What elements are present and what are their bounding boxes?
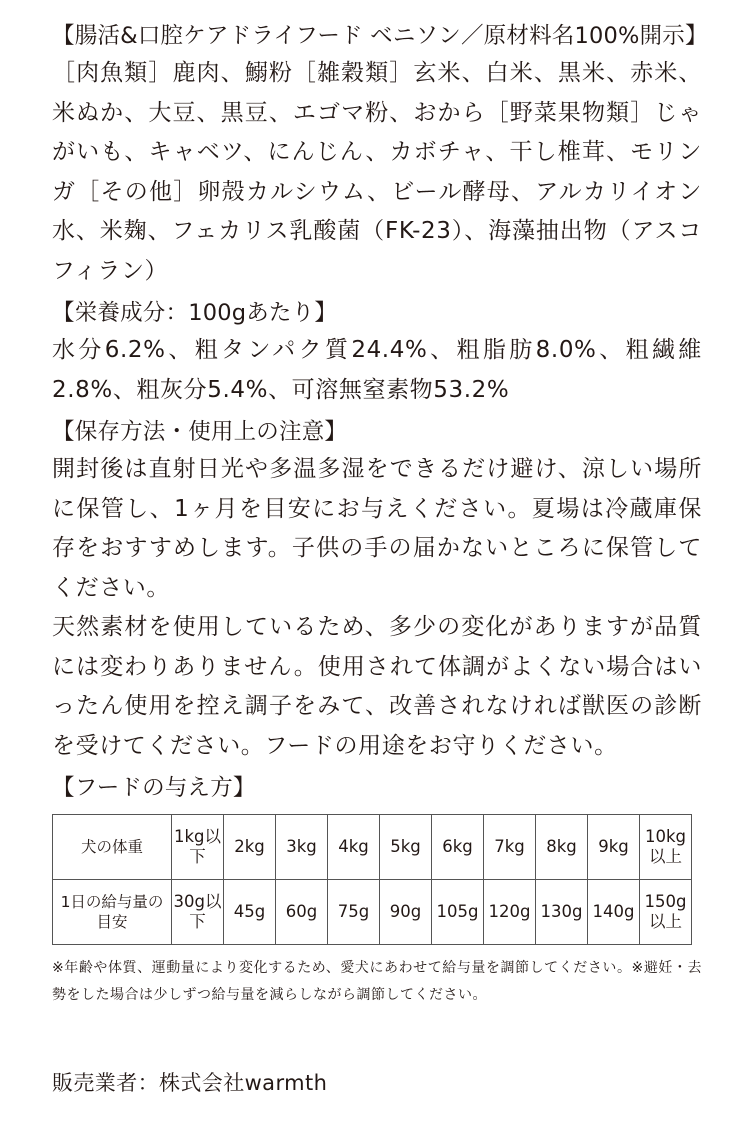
weight-cell: 1kg以下 bbox=[172, 815, 224, 880]
weight-cell: 9kg bbox=[588, 815, 640, 880]
amount-row bbox=[53, 880, 692, 945]
amount-cell: 75g bbox=[328, 880, 380, 945]
weight-row bbox=[53, 815, 692, 880]
feeding-heading: 【フードの与え方】 bbox=[52, 775, 256, 801]
weight-cell: 3kg bbox=[276, 815, 328, 880]
product-title: 【腸活&口腔ケアドライフード ベニソン／原材料名100%開示】 bbox=[52, 23, 708, 49]
product-info bbox=[52, 18, 708, 1009]
weight-cell: 10kg以上 bbox=[640, 815, 692, 880]
weight-row-label: 犬の体重 bbox=[53, 815, 172, 880]
feeding-table bbox=[52, 814, 692, 945]
weight-cell: 2kg bbox=[224, 815, 276, 880]
amount-cell: 120g bbox=[484, 880, 536, 945]
weight-cell: 5kg bbox=[380, 815, 432, 880]
storage-heading: 【保存方法・使用上の注意】 bbox=[52, 419, 348, 445]
weight-cell: 7kg bbox=[484, 815, 536, 880]
amount-cell: 30g以下 bbox=[172, 880, 224, 945]
ingredients-text: ［肉魚類］鹿肉、鰯粉［雑穀類］玄米、白米、黒米、赤米、米ぬか、大豆、黒豆、エゴマ粉、おから［野菜果物類］じゃがいも、キャベツ、にんじん、カボチャ、干し椎茸、モリンガ［その他］卵殻カルシウム、ビール酵母、アルカリイオン水、米麹、フェカリス乳酸菌（FK-23）、海藻抽出物（アスコフィラン） bbox=[52, 60, 702, 284]
amount-cell: 105g bbox=[432, 880, 484, 945]
seller-info: 販売業者：株式会社warmth bbox=[52, 1071, 328, 1095]
feeding-note: ※年齢や体質、運動量により変化するため、愛犬にあわせて給与量を調節してください。※避妊・去勢をした場合は少しずつ給与量を減らしながら調節してください。 bbox=[52, 960, 702, 1003]
amount-cell: 45g bbox=[224, 880, 276, 945]
nutrition-text: 水分6.2%、粗タンパク質24.4%、粗脂肪8.0%、粗繊維2.8%、粗灰分5.4%、可溶無窒素物53.2% bbox=[52, 337, 702, 403]
amount-row-label: 1日の給与量の目安 bbox=[53, 880, 172, 945]
amount-cell: 130g bbox=[536, 880, 588, 945]
weight-cell: 4kg bbox=[328, 815, 380, 880]
weight-cell: 6kg bbox=[432, 815, 484, 880]
amount-cell: 150g以上 bbox=[640, 880, 692, 945]
storage-paragraph-2: 天然素材を使用しているため、多少の変化がありますが品質には変わりありません。使用されて体調がよくない場合はいったん使用を控え調子をみて、改善されなければ獣医の診断を受けてください。フードの用途をお守りください。 bbox=[52, 614, 702, 759]
amount-cell: 60g bbox=[276, 880, 328, 945]
weight-cell: 8kg bbox=[536, 815, 588, 880]
amount-cell: 140g bbox=[588, 880, 640, 945]
amount-cell: 90g bbox=[380, 880, 432, 945]
storage-paragraph-1: 開封後は直射日光や多温多湿をできるだけ避け、涼しい場所に保管し、1ヶ月を目安にお与えください。夏場は冷蔵庫保存をおすすめします。子供の手の届かないところに保管してください。 bbox=[52, 456, 702, 601]
nutrition-heading: 【栄養成分：100gあたり】 bbox=[52, 300, 338, 326]
